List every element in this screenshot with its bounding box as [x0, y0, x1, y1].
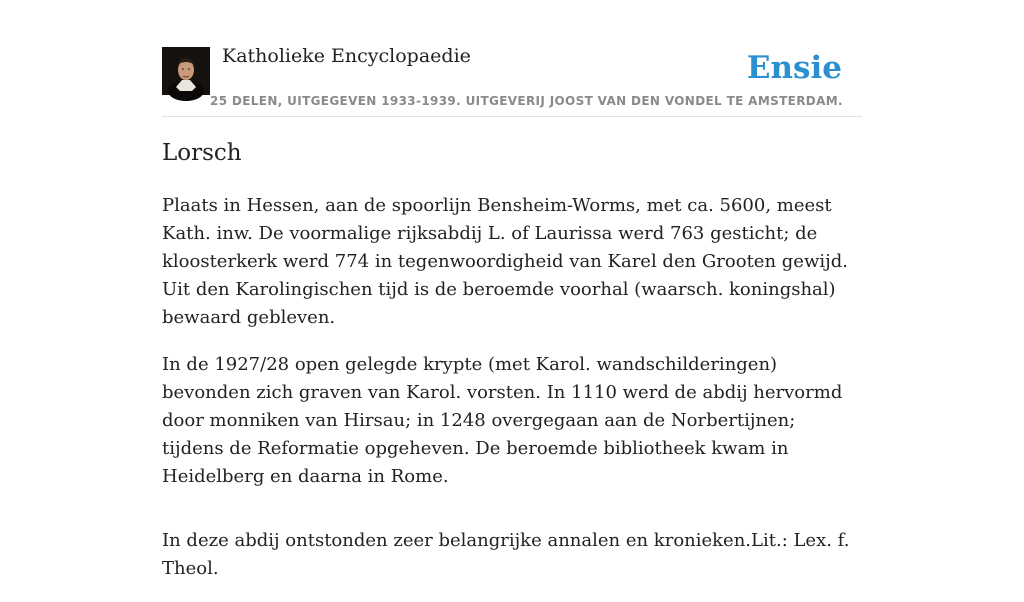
site-header — [162, 0, 862, 117]
content-container — [162, 0, 862, 579]
entry-paragraph-1: Plaats in Hessen, aan de spoorlijn Bensheim-Worms, met ca. 5600, meest Kath. inw. De voormalige rijksabdij L. of Laurissa werd 763 gesticht; de kloosterkerk werd 774 in tegenwoordigheid van Karel den Grooten gewijd. Uit den Karolingischen tijd is de beroemde voorhal (waarsch. koningshal) bewaard gebleven. — [162, 195, 848, 328]
portrait-avatar[interactable] — [162, 47, 210, 95]
entry-paragraph-2: In de 1927/28 open gelegde krypte (met Karol. wandschilderingen) bevonden zich graven van Karol. vorsten. In 1110 werd de abdij hervormd door monniken van Hirsau; in 1248 overgegaan aan de Norbertijnen; tijdens de Reformatie opgeheven. De beroemde bibliotheek kwam in Heidelberg en daarna in Rome. — [162, 354, 843, 487]
portrait-icon — [162, 47, 210, 95]
entry-title: Lorsch — [162, 140, 242, 166]
site-title-link[interactable]: Katholieke Encyclopaedie — [222, 45, 471, 67]
entry-paragraph-3: In deze abdij ontstonden zeer belangrijke annalen en kronieken.Lit.: Lex. f. Theol. — [162, 530, 850, 579]
publication-subtitle: 25 DELEN, UITGEGEVEN 1933-1939. UITGEVERIJ JOOST VAN DEN VONDEL TE AMSTERDAM. — [210, 94, 843, 108]
entry-body — [162, 192, 862, 602]
brand-logo-link[interactable]: Ensie — [746, 50, 842, 86]
